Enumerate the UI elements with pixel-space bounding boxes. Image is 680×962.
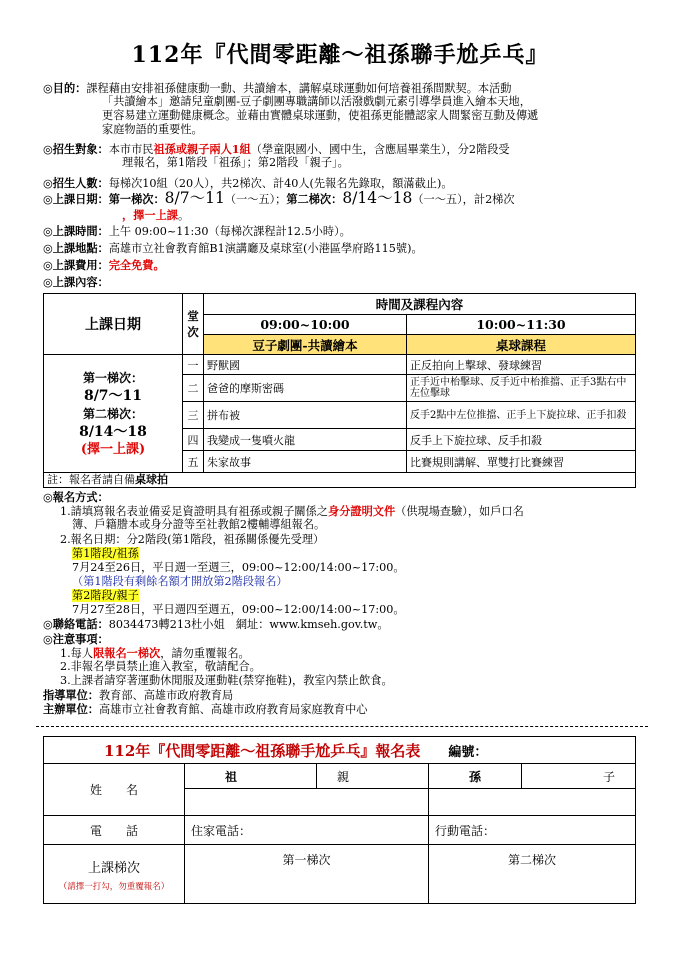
place-line: ◎上課地點：高雄市立社會教育館B1演講廳及桌球室(小港區學府路115號)。 [43,241,423,255]
table-row-story: 我變成一隻噴火龍 [204,429,407,451]
batch-1-option[interactable]: 第一梯次 [185,845,429,904]
table-row-story: 野獸國 [204,355,407,375]
page-title: 112年『代間零距離～祖孫聯手尬乒乓』 [131,42,549,68]
parent-header: 親 [317,764,429,789]
content-label: ◎上課內容： [43,275,109,289]
cut-line [36,726,648,727]
notice-label: ◎注意事項： [43,632,109,646]
table-row-num: 三 [183,402,204,429]
grand-name-field[interactable] [185,789,429,816]
table-row-pingpong: 反手2點中左位推擋、正手上下旋拉球、正手扣殺 [407,402,636,429]
reg-line-2: 2.報名日期：分2階段(第1階段，祖孫關係優先受理） [60,533,325,546]
child-name-field[interactable] [429,789,636,816]
table-row-story: 拼布被 [204,402,407,429]
stage-1-dates: 7月24至26日，平日週一至週三，09:00~12:00/14:00~17:00。 [72,561,405,574]
notice-line-3: 3.上課者請穿著運動休閒服及運動鞋(禁穿拖鞋)，教室內禁止飲食。 [60,674,393,687]
table-row-story: 爸爸的摩斯密碼 [204,375,407,402]
stage-1-note: （第1階段有剩餘名額才開放第2階段報名） [72,575,288,588]
dates-line-2: ，擇一上課。 [122,208,190,222]
notice-line-1: 1.每人限報名一梯次，請勿重覆報名。 [60,646,250,660]
sun-header: 孫 [429,764,522,789]
batch-2-option[interactable]: 第二梯次 [429,845,636,904]
purpose-label: ◎目的： [43,81,87,95]
table-row-pingpong: 正反拍向上擊球、發球練習 [407,355,636,375]
mobile-phone-field[interactable]: 行動電話： [429,816,636,845]
fee-line: ◎上課費用：完全免費。 [43,258,165,272]
table-row-num: 一 [183,355,204,375]
dates-line: ◎上課日期：第一梯次：8/7～11（一～五）；第二梯次：8/14～18（一～五），計2梯次 [43,189,515,207]
reg-line-1: 1.請填寫報名表並備妥足資證明具有祖孫或親子關係之身分證明文件（供現場查驗），如戶口名 [60,504,524,518]
host-line: 主辦單位：高雄市立社會教育館、高雄市政府教育局家庭教育中心 [43,702,368,716]
date-cell: 第一梯次： 8/7～11 第二梯次： 8/14～18 (擇一上課) [44,355,183,473]
guide-line: 指導單位：教育部、高雄市政府教育局 [43,688,234,702]
child-header: 子 [522,764,636,789]
header-time-2: 10:00~11:30 [407,315,636,335]
batch-label-cell: 上課梯次 （請擇一打勾，勿重覆報名） [44,845,185,904]
stage-1-label: 第1階段/祖孫 [72,547,139,560]
table-row-pingpong: 反手上下旋拉球、反手扣殺 [407,429,636,451]
notice-line-2: 2.非報名學員禁止進入教室，敬請配合。 [60,660,261,673]
header-main: 時間及課程內容 [204,294,636,315]
header-date: 上課日期 [44,294,183,355]
form-title-cell: 112年『代間零距離～祖孫聯手尬乒乓』報名表 編號： [44,737,636,764]
table-row-pingpong: 正手近中枱擊球、反手近中枱推擋、正手3點右中左位擊球 [407,375,636,402]
header-course-2: 桌球課程 [407,335,636,355]
table-row-pingpong: 比賽規則講解、單雙打比賽練習 [407,451,636,473]
table-row-num: 二 [183,375,204,402]
registration-form [43,736,636,904]
time-line: ◎上課時間：上午 09:00~11:30（每梯次課程計12.5小時）。 [43,224,351,238]
stage-2-dates: 7月27至28日，平日週四至週五，09:00~12:00/14:00~17:00。 [72,603,405,616]
reg-line-1b: 簿、戶籍謄本或身分證等至社教館2樓輔導組報名。 [72,518,326,531]
header-period: 堂次 [183,294,204,355]
purpose-line-1: ◎目的：課程藉由安排祖孫健康動一動、共讀繪本，講解桌球運動如何培養祖孫間默契。本活動 [43,81,512,95]
contact-line: ◎聯絡電話：8034473轉213杜小姐 網址：www.kmseh.gov.tw。 [43,617,389,631]
target-line-1: ◎招生對象：本市市民祖孫或親子兩人1組（學童限國小、國中生，含應屆畢業生），分2階段受 [43,142,510,156]
target-line-2: 理報名，第1階段「祖孫」；第2階段「親子」。 [122,156,349,169]
header-course-1: 豆子劇團-共讀繪本 [204,335,407,355]
reg-label: ◎報名方式： [43,490,109,504]
purpose-line-4: 家庭物語的重要性。 [102,123,203,136]
phone-label: 電 話 [44,816,185,845]
purpose-line-3: 更容易建立運動健康概念。並藉由實體桌球運動，使祖孫更能體認家人間緊密互動及傳遞 [102,109,539,122]
table-note: 註：報名者請自備桌球拍 [43,472,636,488]
count-line: ◎招生人數：每梯次10組（20人），共2梯次、計40人(先報名先錄取，額滿截止)。 [43,176,453,190]
serial-label: 編號： [448,744,488,760]
stage-2-label: 第2階段/親子 [72,589,139,602]
course-table [43,293,636,473]
header-time-1: 09:00~10:00 [204,315,407,335]
table-row-num: 四 [183,429,204,451]
purpose-line-2: 「共讀繪本」邀請兒童劇團-豆子劇團專職講師以活潑戲劇元素引導學員進入繪本天地， [102,95,531,108]
grand-header: 祖 [185,764,317,789]
table-row-story: 朱家故事 [204,451,407,473]
table-row-num: 五 [183,451,204,473]
name-label: 姓 名 [44,764,185,816]
home-phone-field[interactable]: 住家電話： [185,816,429,845]
